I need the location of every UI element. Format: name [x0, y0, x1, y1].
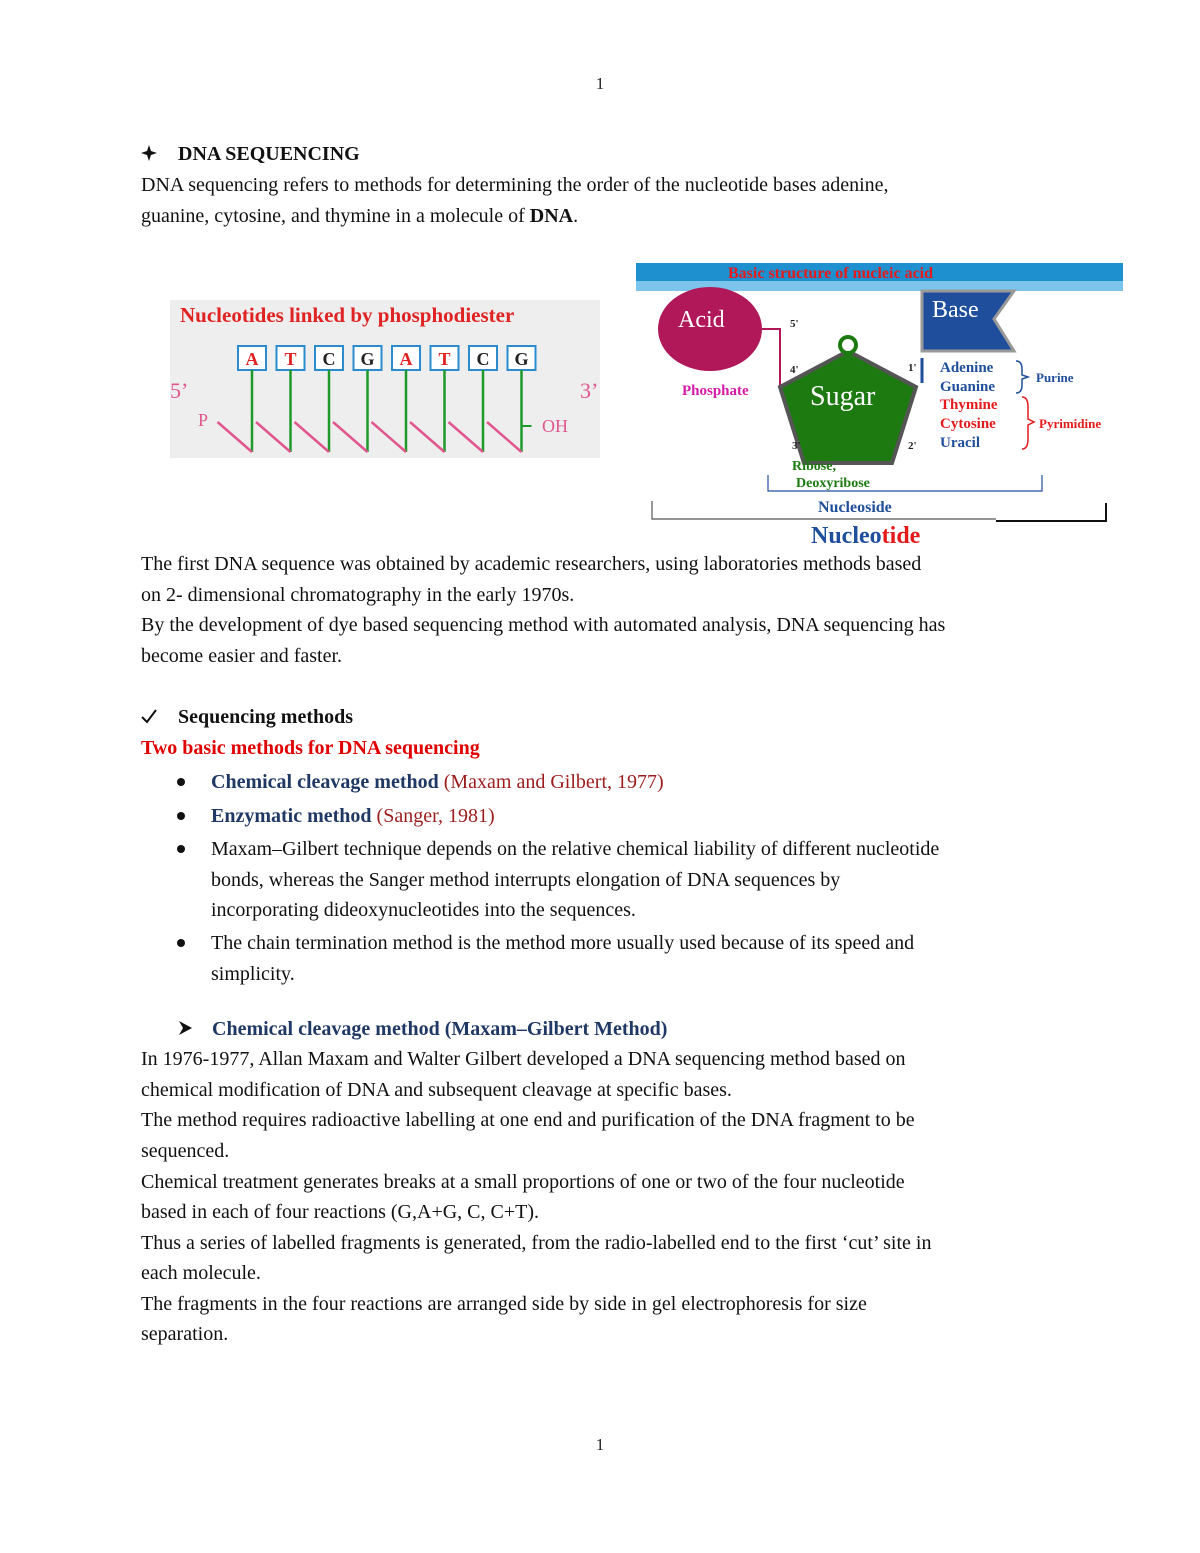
note-2-line-2: simplicity.: [211, 963, 295, 985]
arrow-bullet-icon: [177, 1017, 197, 1041]
pyrimidine-label: Pyrimidine: [1039, 416, 1102, 431]
chemical-line-10: separation.: [141, 1323, 229, 1345]
acid-label: Acid: [678, 307, 725, 333]
page-number-top: 1: [595, 74, 605, 93]
intro-line-1: DNA sequencing refers to methods for determining the order of the nucleotide bases adenine,: [141, 174, 889, 196]
three-prime-label: 3’: [580, 378, 599, 403]
chemical-line-8: each molecule.: [141, 1262, 261, 1284]
note-1-line-3: incorporating dideoxynucleotides into the sequences.: [211, 899, 636, 921]
bullet-2: [177, 812, 185, 820]
method-item-1: Chemical cleavage method (Maxam and Gilbert, 1977): [211, 771, 664, 793]
history-line-2: on 2- dimensional chromatography in the early 1970s.: [141, 584, 575, 606]
phosphate-label: Phosphate: [682, 383, 749, 399]
chemical-line-2: chemical modification of DNA and subsequent cleavage at specific bases.: [141, 1079, 732, 1101]
bullet-1: [177, 778, 185, 786]
pos-2: 2': [908, 440, 917, 452]
method-item-2: Enzymatic method (Sanger, 1981): [211, 805, 495, 827]
chemical-line-3: The method requires radioactive labelling at one end and purification of the DNA fragment to be: [141, 1109, 915, 1131]
note-1-line-1: Maxam–Gilbert technique depends on the relative chemical liability of different nucleotide: [211, 838, 940, 860]
base-letter: A: [399, 349, 413, 369]
chemical-line-6: based in each of four reactions (G,A+G, C, C+T).: [141, 1201, 539, 1223]
dna-bold: DNA: [529, 205, 574, 227]
nucleic-acid-structure-figure: [636, 263, 1123, 525]
base-letter: T: [284, 349, 297, 369]
nucleotide-caption: Nucleotide: [811, 523, 921, 549]
diamond-bullet-icon: [141, 142, 161, 166]
oh-label: OH: [542, 416, 568, 436]
adenine-label: Adenine: [940, 360, 994, 376]
note-1-line-2: bonds, whereas the Sanger method interrupts elongation of DNA sequences by: [211, 869, 841, 891]
page-number-bottom: 1: [595, 1435, 605, 1454]
history-line-3: By the development of dye based sequencing method with automated analysis, DNA sequencing has: [141, 614, 946, 636]
methods-subheading: Two basic methods for DNA sequencing: [141, 737, 480, 759]
guanine-label: Guanine: [940, 379, 996, 395]
intro-line-2: guanine, cytosine, and thymine in a molecule of DNA.: [141, 205, 579, 227]
sugar-ring-oxygen: [840, 337, 856, 353]
chemical-line-7: Thus a series of labelled fragments is generated, from the radio-labelled end to the first ‘cut’ site in: [141, 1232, 932, 1254]
deoxyribose-label: Deoxyribose: [796, 476, 870, 491]
nucleoside-label: Nucleoside: [818, 499, 892, 516]
chemical-line-5: Chemical treatment generates breaks at a small proportions of one or two of the four nucleotide: [141, 1171, 905, 1193]
chemical-line-1: In 1976-1977, Allan Maxam and Walter Gilbert developed a DNA sequencing method based on: [141, 1048, 906, 1070]
p-label: P: [198, 410, 209, 430]
chemical-cleavage-heading: Chemical cleavage method (Maxam–Gilbert Method): [177, 1017, 667, 1041]
chemical-line-9: The fragments in the four reactions are arranged side by side in gel electrophoresis for size: [141, 1293, 867, 1315]
bullet-3: [177, 845, 185, 853]
base-label: Base: [932, 297, 979, 323]
phosphodiester-title: Nucleotides linked by phosphodiester: [180, 303, 515, 327]
sequencing-methods-heading: Sequencing methods: [141, 705, 353, 729]
base-letter: A: [245, 349, 259, 369]
figure-right-title: Basic structure of nucleic acid: [728, 265, 934, 282]
purine-label: Purine: [1036, 370, 1074, 385]
base-letter: C: [322, 349, 336, 369]
chemical-line-4: sequenced.: [141, 1140, 230, 1162]
five-prime-label: 5’: [170, 378, 189, 403]
bullet-4: [177, 939, 185, 947]
phosphodiester-figure: [170, 300, 600, 458]
base-letter: G: [514, 349, 529, 369]
ribose-label: Ribose,: [792, 459, 836, 474]
history-line-4: become easier and faster.: [141, 645, 343, 667]
thymine-label: Thymine: [940, 397, 998, 413]
pos-1: 1': [908, 362, 917, 374]
pos-4: 4': [790, 364, 799, 376]
base-letter: T: [438, 349, 451, 369]
pos-3: 3': [792, 440, 801, 452]
note-2-line-1: The chain termination method is the method more usually used because of its speed and: [211, 932, 915, 954]
sugar-label: Sugar: [810, 381, 876, 412]
history-line-1: The first DNA sequence was obtained by academic researchers, using laboratories methods based: [141, 553, 922, 575]
pos-5: 5': [790, 318, 799, 330]
checkmark-icon: [141, 705, 161, 729]
cytosine-label: Cytosine: [940, 416, 996, 432]
base-letter: G: [360, 349, 375, 369]
uracil-label: Uracil: [940, 435, 980, 451]
section-title-text: DNA SEQUENCING: [178, 143, 360, 165]
base-letter: C: [476, 349, 490, 369]
section-title: [141, 142, 360, 166]
